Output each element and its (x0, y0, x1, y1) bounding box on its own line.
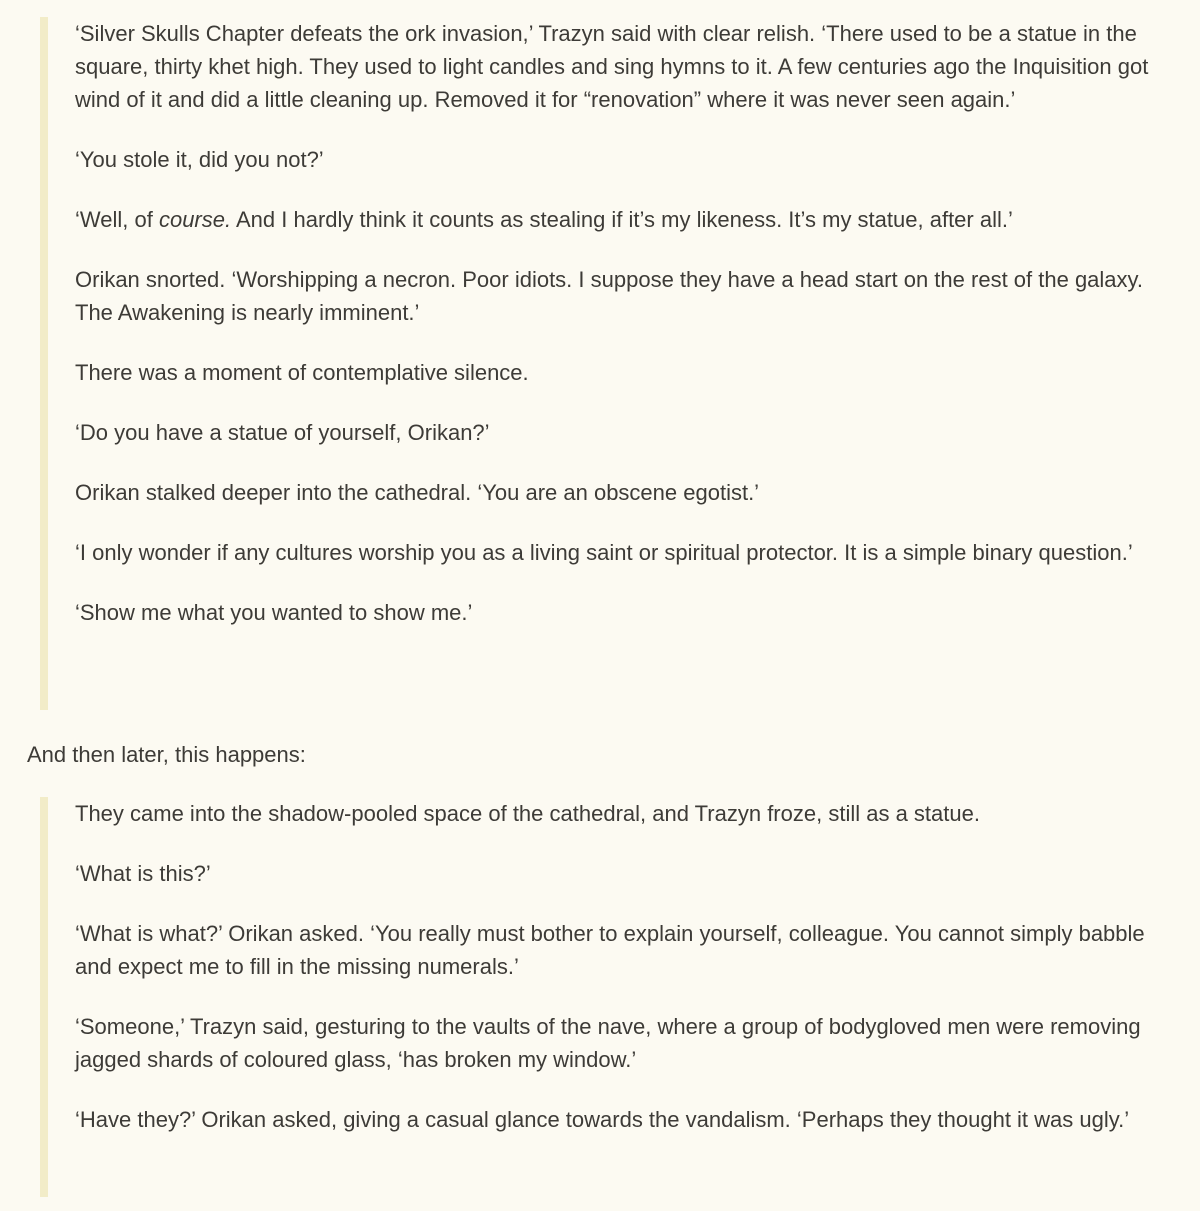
quote-paragraph: ‘Someone,’ Trazyn said, gesturing to the vaults of the nave, where a group of bodygloved men were removing jagged shards of coloured glass, ‘has broken my window.’ (75, 1014, 1141, 1072)
quote-paragraph: ‘What is what?’ Orikan asked. ‘You really must bother to explain yourself, colleague. You cannot simply babble and expect me to fill in the missing numerals.’ (75, 921, 1145, 979)
quote-paragraph: ‘Do you have a statue of yourself, Orikan?’ (75, 420, 490, 445)
quote-paragraph: ‘I only wonder if any cultures worship you as a living saint or spiritual protector. It is a simple binary question.’ (75, 540, 1133, 565)
quote-paragraph (75, 203, 1160, 236)
interlude-text: And then later, this happens: (27, 742, 306, 767)
quote-paragraph: ‘Show me what you wanted to show me.’ (75, 600, 473, 625)
emphasis-text: course. (158, 207, 232, 232)
blockquote-excerpt-2 (40, 797, 1160, 1197)
quote-paragraph: They came into the shadow-pooled space of the cathedral, and Trazyn froze, still as a statue. (75, 801, 980, 826)
quote-paragraph: There was a moment of contemplative silence. (75, 360, 529, 385)
quote-paragraph: Orikan snorted. ‘Worshipping a necron. Poor idiots. I suppose they have a head start on the rest of the galaxy. The Awakening is nearly imminent.’ (75, 267, 1144, 325)
blockquote-excerpt-1 (40, 17, 1160, 710)
quote-text: ‘Well, of (75, 207, 159, 232)
quote-paragraph: ‘What is this?’ (75, 861, 211, 886)
quote-paragraph: ‘Have they?’ Orikan asked, giving a casual glance towards the vandalism. ‘Perhaps they thought it was ugly.’ (75, 1107, 1130, 1132)
quote-paragraph: ‘Silver Skulls Chapter defeats the ork invasion,’ Trazyn said with clear relish. ‘There used to be a statue in the square, thirty khet high. They used to light candles and sing hymns to it. A few centuries ago the Inquisition got wind of it and did a little cleaning up. Removed it for “renovation” where it was never seen again.’ (75, 21, 1149, 112)
quote-text: And I hardly think it counts as stealing if it’s my likeness. It’s my statue, after all.’ (231, 207, 1013, 232)
quote-paragraph: ‘You stole it, did you not?’ (75, 147, 324, 172)
quote-paragraph: Orikan stalked deeper into the cathedral. ‘You are an obscene egotist.’ (75, 480, 760, 505)
